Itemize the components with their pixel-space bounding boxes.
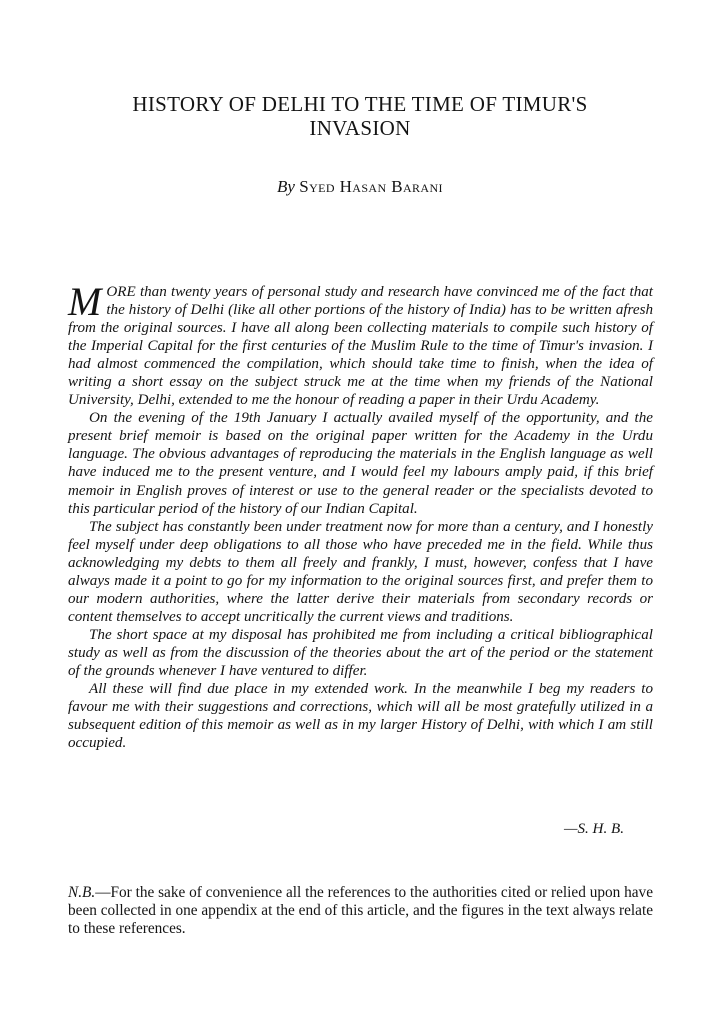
article-title xyxy=(60,92,660,140)
intro-paragraph-1 xyxy=(68,279,653,409)
intro-paragraph-2: On the evening of the 19th January I actually availed myself of the opportunity, and the present brief memoir is based on the original paper written for the Academy in the Urdu language. The obvious advantages of reproducing the materials in the English language as well have induced me to the present venture, and I would feel my labours amply paid, if this brief memoir in English proves of interest or use to the general reader or the specialists devoted to this particular period of the history of our Indian Capital. xyxy=(68,410,653,517)
intro-paragraph-5: All these will find due place in my extended work. In the meanwhile I beg my readers to favour me with their suggestions and corrections, which will all be most gratefully utilized in a subsequent edition of this memoir as well as in my larger History of Delhi, with which I am still occupied. xyxy=(68,681,653,752)
nb-text: —For the sake of convenience all the references to the authorities cited or relied upon have been collected in one appendix at the end of this article, and the figures in the text always relate to these references. xyxy=(68,884,653,938)
intro-paragraph-3: The subject has constantly been under treatment now for more than a century, and I honestly feel myself under deep obligations to all those who have preceded me in the field. While thus acknowledging my debts to them all freely and frankly, I must, however, confess that I have always made it a point to go for my information to the original sources first, and prefer them to our modern authorities, where the latter derive their materials from secondary records or content themselves to accept uncritically the current views and traditions. xyxy=(68,518,653,625)
author-name: Syed Hasan Barani xyxy=(299,177,443,196)
title-line-1: HISTORY OF DELHI TO THE TIME OF TIMUR'S xyxy=(132,92,588,116)
intro-paragraph-1-text: ORE than twenty years of personal study and research have convinced me of the fact that the history of Delhi (like all other portions of the history of India) has to be written afresh from the original sources. I have all along been collecting materials to compile such history of the Imperial Capital for the first centuries of the Muslim Rule to the time of Timur's invasion. I had almost commenced the compilation, which should take time to finish, when the idea of writing a short essay on the subject struck me at the time when my friends of the National University, Delhi, extended to me the honour of reading a paper in their Urdu Academy. xyxy=(68,284,653,409)
nb-label: N.B. xyxy=(68,884,96,901)
intro-paragraph-4: The short space at my disposal has prohibited me from including a critical bibliographical study as well as from the discussion of the theories about the art of the period or the statement of the grounds whenever I have ventured to differ. xyxy=(68,626,653,679)
article-intro xyxy=(68,279,653,752)
byline xyxy=(60,177,660,197)
nota-bene xyxy=(68,884,653,939)
author-initials: —S. H. B. xyxy=(564,821,624,837)
byline-by: By xyxy=(277,177,295,196)
title-line-2: INVASION xyxy=(309,116,411,140)
drop-cap: M xyxy=(68,279,102,324)
